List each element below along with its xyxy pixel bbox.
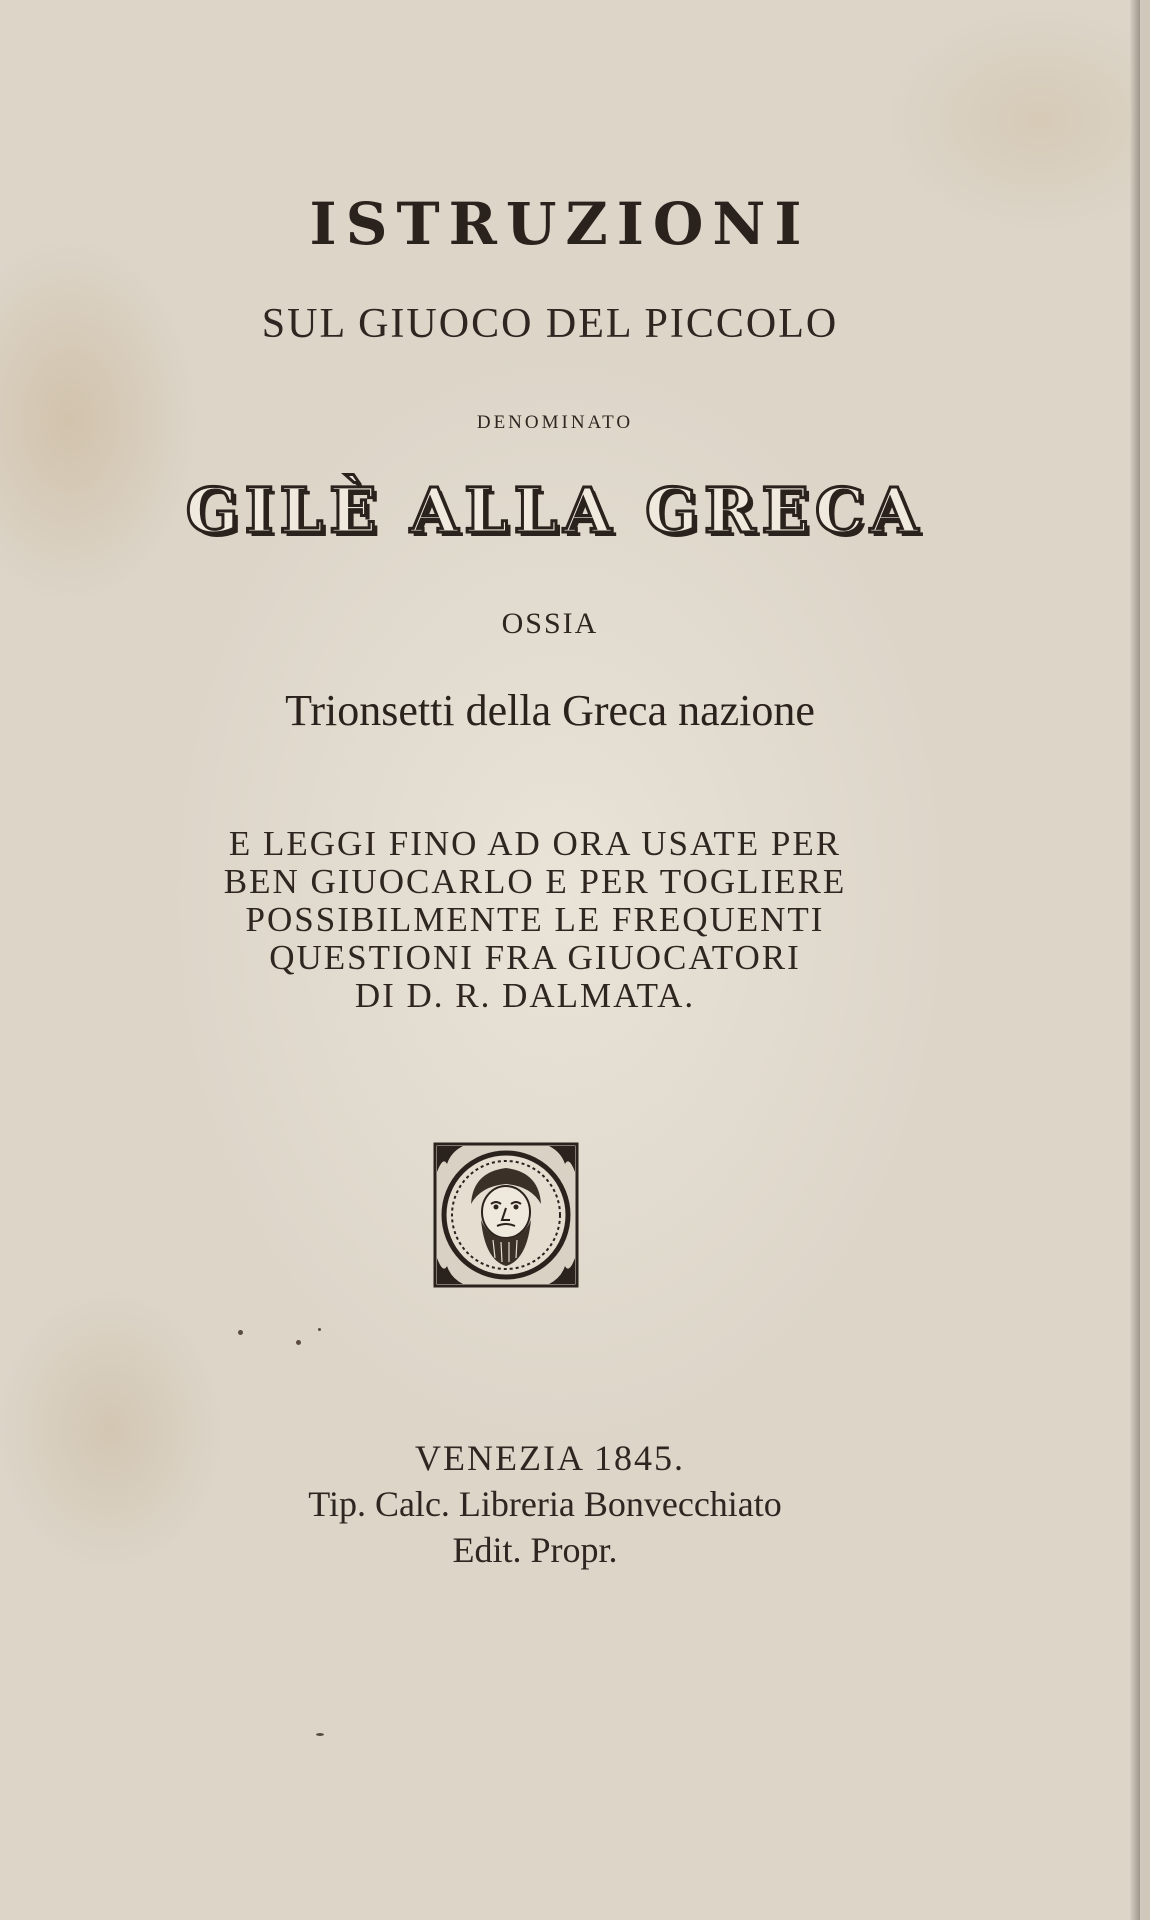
- description-line: E LEGGI FINO AD ORA USATE PER: [228, 824, 842, 863]
- description-line: QUESTIONI FRA GIUOCATORI: [269, 938, 801, 977]
- game-name: GILÈ ALLA GRECA: [185, 474, 925, 547]
- alternate-name: Trionsetti della Greca nazione: [285, 686, 815, 735]
- book-title: ISTRUZIONI: [309, 190, 811, 258]
- bearded-mask-icon: [433, 1142, 579, 1288]
- author-line: DI D. R. DALMATA.: [354, 976, 696, 1015]
- ink-speck: [238, 1330, 243, 1335]
- ossia-label: OSSIA: [501, 607, 599, 640]
- imprint-edition: Edit. Propr.: [452, 1530, 618, 1570]
- book-subtitle: SUL GIUOCO DEL PICCOLO: [261, 301, 839, 347]
- imprint-place-year: VENEZIA 1845.: [415, 1438, 685, 1478]
- ink-speck: [318, 1328, 321, 1331]
- ink-speck: [296, 1340, 301, 1345]
- imprint-printer: Tip. Calc. Libreria Bonvecchiato: [308, 1484, 782, 1524]
- description-line: POSSIBILMENTE LE FREQUENTI: [245, 900, 825, 939]
- denominated-label: DENOMINATO: [476, 412, 634, 433]
- description-line: BEN GIUOCARLO E PER TOGLIERE: [223, 862, 847, 901]
- ink-speck: [316, 1733, 324, 1736]
